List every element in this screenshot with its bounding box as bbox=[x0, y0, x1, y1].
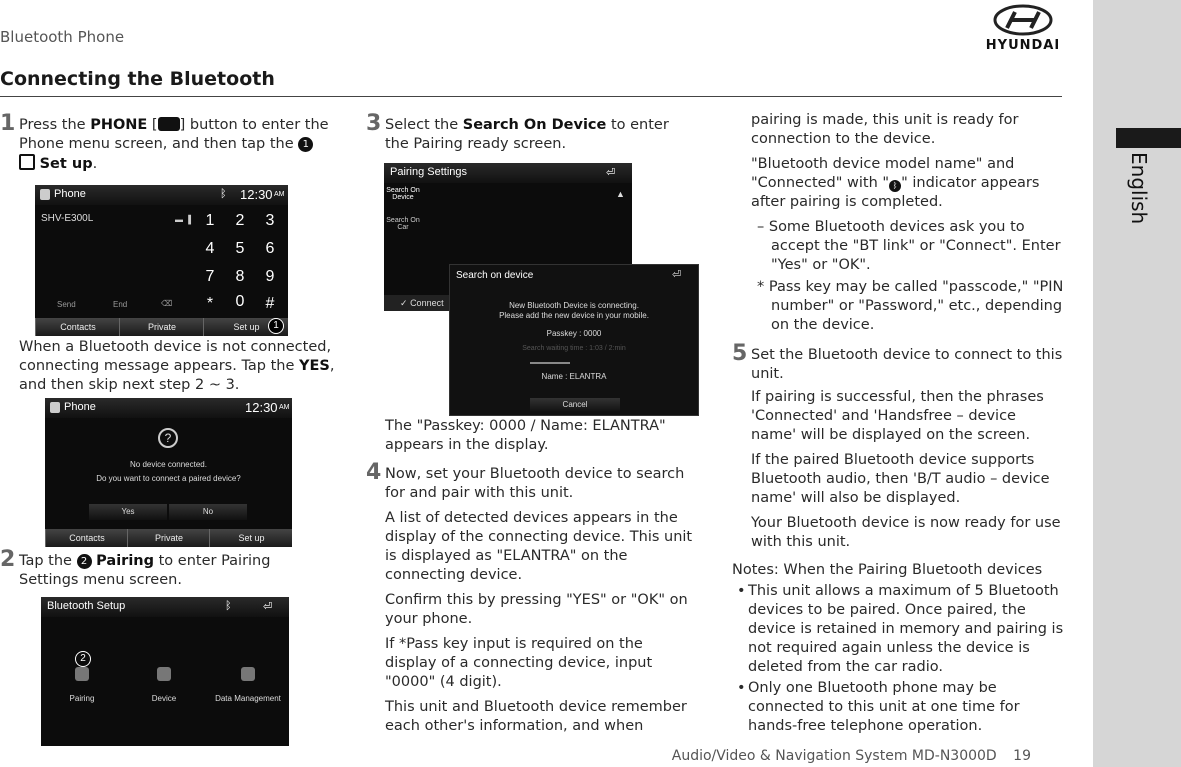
step5-para-2: If the paired Bluetooth device supports Bluetooth audio, then 'B/T audio – device name' will also be displayed. bbox=[751, 452, 1050, 506]
key-2[interactable]: 2 bbox=[235, 212, 245, 229]
signal-icon: ▬ ▐ bbox=[175, 215, 191, 224]
data-management-icon bbox=[241, 667, 255, 681]
step-4 bbox=[366, 460, 696, 736]
screen-title: Bluetooth Setup bbox=[47, 600, 126, 612]
step4-para-4: This unit and Bluetooth device remember each other's information, and when bbox=[385, 699, 687, 734]
end-button[interactable]: End bbox=[113, 300, 128, 309]
step5-text: Set the Bluetooth device to connect to this unit. bbox=[751, 347, 1063, 382]
key-7[interactable]: 7 bbox=[205, 268, 215, 285]
section-header: Bluetooth Phone bbox=[0, 28, 125, 46]
step2-text-b: to enter Pairing Settings menu screen. bbox=[19, 553, 271, 588]
step5-para-3: Your Bluetooth device is now ready for use with this unit. bbox=[751, 515, 1061, 550]
device-icon bbox=[157, 667, 171, 681]
search-on-car-tab[interactable]: Search On Car bbox=[386, 217, 420, 231]
step-1: 1 Press the PHONE [ ] button to enter the Phone menu screen, and then tap the 1 Set up. bbox=[0, 111, 329, 172]
notes-bullet-1 bbox=[732, 582, 1064, 677]
pairing-label: Pairing bbox=[96, 553, 154, 569]
status-bar bbox=[45, 398, 292, 418]
key-1[interactable]: 1 bbox=[205, 212, 215, 229]
dash-note: – Some Bluetooth devices ask you to accept the "BT link" or "Connect". Enter "Yes" or "OK". bbox=[757, 219, 1061, 273]
callout-circle-1: 1 bbox=[268, 318, 284, 334]
brand-name: HYUNDAI bbox=[985, 38, 1061, 53]
footer bbox=[672, 748, 1031, 764]
screen-title: Pairing Settings bbox=[390, 166, 468, 178]
connected-indicator-note bbox=[751, 155, 1064, 212]
key-8[interactable]: 8 bbox=[235, 268, 245, 285]
no-device-screen bbox=[45, 398, 292, 547]
search-on-device-label: Search On Device bbox=[462, 117, 607, 133]
callout-circle-2: 2 bbox=[75, 651, 91, 667]
device-item[interactable] bbox=[129, 667, 199, 707]
popup-progress-bar bbox=[530, 362, 570, 364]
callout-1: 1 bbox=[298, 137, 313, 152]
setup-label: Set up bbox=[39, 156, 93, 172]
tab-private[interactable]: Private bbox=[119, 318, 204, 336]
phone-app-icon bbox=[50, 402, 60, 413]
dialog-yes-button[interactable]: Yes bbox=[89, 504, 167, 520]
step-number: 1 bbox=[0, 111, 16, 136]
pairing-icon bbox=[75, 667, 89, 681]
notes-bullet-1-text: This unit allows a maximum of 5 Bluetooth devices to be paired. Once paired, the device is retained in memory and pairing is not required again unless the device is deleted from the car radio. bbox=[748, 583, 1064, 675]
step1-text-a: Press the bbox=[19, 117, 91, 133]
footer-text: Audio/Video & Navigation System MD-N3000D bbox=[671, 748, 997, 764]
clock: 12:30 bbox=[245, 400, 278, 415]
popup-message-2: Please add the new device in your mobile. bbox=[499, 311, 649, 320]
step-2 bbox=[0, 547, 320, 590]
send-button[interactable]: Send bbox=[57, 300, 76, 309]
pairing-item[interactable] bbox=[47, 667, 117, 707]
notes-title: Notes: When the Pairing Bluetooth devices bbox=[732, 562, 1043, 578]
popup-back-icon[interactable]: ⏎ bbox=[672, 269, 682, 281]
step-number: 3 bbox=[366, 111, 382, 136]
step4-text: Now, set your Bluetooth device to search for and pair with this unit. bbox=[385, 466, 685, 501]
step-number: 2 bbox=[0, 547, 16, 572]
key-star[interactable]: * bbox=[206, 295, 214, 312]
phone-handset-icon bbox=[158, 117, 180, 131]
step-3 bbox=[366, 111, 696, 154]
indicator-text-a: "Bluetooth device model name" and "Connected" with " bbox=[751, 156, 1015, 191]
bullet-dot: • bbox=[737, 583, 746, 599]
bluetooth-indicator-icon: ᛒ bbox=[889, 180, 901, 192]
key-4[interactable]: 4 bbox=[205, 240, 215, 257]
notes-bullet-2 bbox=[732, 679, 1064, 736]
bullet-dot: • bbox=[737, 680, 746, 696]
status-bar bbox=[384, 163, 632, 183]
key-0[interactable]: 0 bbox=[235, 293, 245, 310]
data-management-item-label: Data Management bbox=[215, 694, 281, 703]
tab-contacts[interactable]: Contacts bbox=[45, 529, 128, 547]
setup-gear-icon bbox=[19, 154, 35, 170]
dialog-line-2: Do you want to connect a paired device? bbox=[96, 474, 241, 483]
popup-title: Search on device bbox=[456, 270, 534, 281]
step3-text-a: Select the bbox=[385, 117, 463, 133]
scroll-up-icon[interactable]: ▲ bbox=[616, 189, 625, 199]
phone-screen bbox=[35, 185, 288, 336]
bluetooth-icon: ᛒ bbox=[220, 188, 227, 200]
popup-waiting-time: Search waiting time : 1:03 / 2:min bbox=[522, 345, 626, 352]
pairing-item-label: Pairing bbox=[69, 694, 95, 703]
bluetooth-icon: ᛒ bbox=[225, 600, 232, 612]
hyundai-emblem-icon bbox=[993, 4, 1053, 36]
note-text-a: When a Bluetooth device is not connected, connecting message appears. Tap the bbox=[19, 339, 332, 374]
call-buttons bbox=[39, 298, 187, 312]
step4-para-2: Confirm this by pressing "YES" or "OK" on your phone. bbox=[385, 592, 688, 627]
device-name: SHV-E300L bbox=[41, 213, 94, 224]
not-connected-note bbox=[19, 338, 337, 395]
question-icon: ? bbox=[158, 428, 178, 448]
connect-label: Connect bbox=[410, 298, 444, 308]
page-number: 19 bbox=[1013, 748, 1031, 764]
note-text-b: , and then skip next step 2 ~ 3. bbox=[19, 358, 335, 393]
step1-text-c: . bbox=[92, 156, 98, 172]
step-number: 5 bbox=[732, 341, 748, 366]
notes-bullet-2-text: Only one Bluetooth phone may be connected to this unit at one time for hands-free telephone operation. bbox=[748, 680, 1020, 734]
tab-contacts[interactable]: Contacts bbox=[35, 318, 120, 336]
data-management-item[interactable] bbox=[207, 667, 289, 707]
popup-cancel-button[interactable]: Cancel bbox=[530, 398, 620, 412]
star-note: * Pass key may be called "passcode," "PIN number" or "Password," etc., depending on the device. bbox=[757, 279, 1064, 333]
column-3 bbox=[732, 111, 1064, 335]
key-9[interactable]: 9 bbox=[265, 268, 275, 285]
search-on-device-tab[interactable]: Search On Device bbox=[386, 187, 420, 201]
back-icon[interactable]: ⏎ bbox=[606, 167, 616, 179]
dialog-line-1: No device connected. bbox=[130, 460, 207, 469]
key-6[interactable]: 6 bbox=[265, 240, 275, 257]
clock: 12:30 bbox=[240, 187, 273, 202]
status-bar bbox=[35, 185, 288, 205]
key-5[interactable]: 5 bbox=[235, 240, 245, 257]
key-hash[interactable]: # bbox=[265, 295, 275, 312]
tab-setup[interactable]: Set up bbox=[203, 318, 288, 336]
language-sidebar bbox=[1093, 0, 1181, 767]
hyundai-logo bbox=[982, 4, 1064, 53]
phone-button-label: PHONE bbox=[90, 117, 148, 133]
device-item-label: Device bbox=[151, 694, 177, 703]
clock-ampm: AM bbox=[274, 191, 285, 198]
step4-para-1: A list of detected devices appears in the display of the connecting device. This unit is displayed as "ELANTRA" on the connecting device. bbox=[385, 510, 693, 583]
step-number: 4 bbox=[366, 460, 382, 485]
tab-private[interactable]: Private bbox=[127, 529, 210, 547]
bluetooth-setup-screen bbox=[41, 597, 289, 746]
popup-message-1: New Bluetooth Device is connecting. bbox=[509, 301, 639, 310]
key-3[interactable]: 3 bbox=[265, 212, 275, 229]
screen-title: Phone bbox=[64, 401, 96, 413]
step5-para-1: If pairing is successful, then the phrases 'Connected' and 'Handsfree – device name' will be displayed on the screen. bbox=[751, 389, 1044, 443]
step4-para-3: If *Pass key input is required on the display of a connecting device, input "0000" (4 digit). bbox=[385, 636, 653, 690]
step1-text-b: button to enter the Phone menu screen, and then tap the bbox=[19, 117, 329, 152]
page-title: Connecting the Bluetooth bbox=[0, 68, 275, 90]
clock-ampm: AM bbox=[279, 404, 290, 411]
notes bbox=[732, 561, 1064, 736]
step2-text-a: Tap the bbox=[19, 553, 77, 569]
dialog-no-button[interactable]: No bbox=[169, 504, 247, 520]
yes-label: YES bbox=[299, 358, 330, 374]
screen-title: Phone bbox=[54, 188, 86, 200]
callout-2: 2 bbox=[77, 554, 92, 569]
tab-setup[interactable]: Set up bbox=[209, 529, 292, 547]
backspace-icon[interactable]: ⌫ bbox=[161, 299, 173, 308]
step-5 bbox=[732, 341, 1064, 552]
indicator-text-b: " indicator appears after pairing is completed. bbox=[751, 175, 1040, 210]
phone-app-icon bbox=[40, 189, 50, 200]
popup-name: Name : ELANTRA bbox=[541, 372, 607, 381]
language-label: English bbox=[1127, 152, 1151, 225]
step3-caption: The "Passkey: 0000 / Name: ELANTRA" appears in the display. bbox=[385, 418, 666, 453]
search-on-device-popup bbox=[449, 264, 699, 416]
status-bar bbox=[41, 597, 289, 617]
step3-text-b: to enter the Pairing ready screen. bbox=[385, 117, 669, 152]
check-icon: ✓ bbox=[400, 298, 408, 308]
back-icon[interactable]: ⏎ bbox=[263, 601, 273, 613]
title-divider bbox=[0, 96, 1062, 97]
language-tab-marker bbox=[1116, 128, 1181, 148]
popup-passkey: Passkey : 0000 bbox=[546, 329, 602, 338]
pairing-continued: pairing is made, this unit is ready for connection to the device. bbox=[751, 112, 1019, 147]
